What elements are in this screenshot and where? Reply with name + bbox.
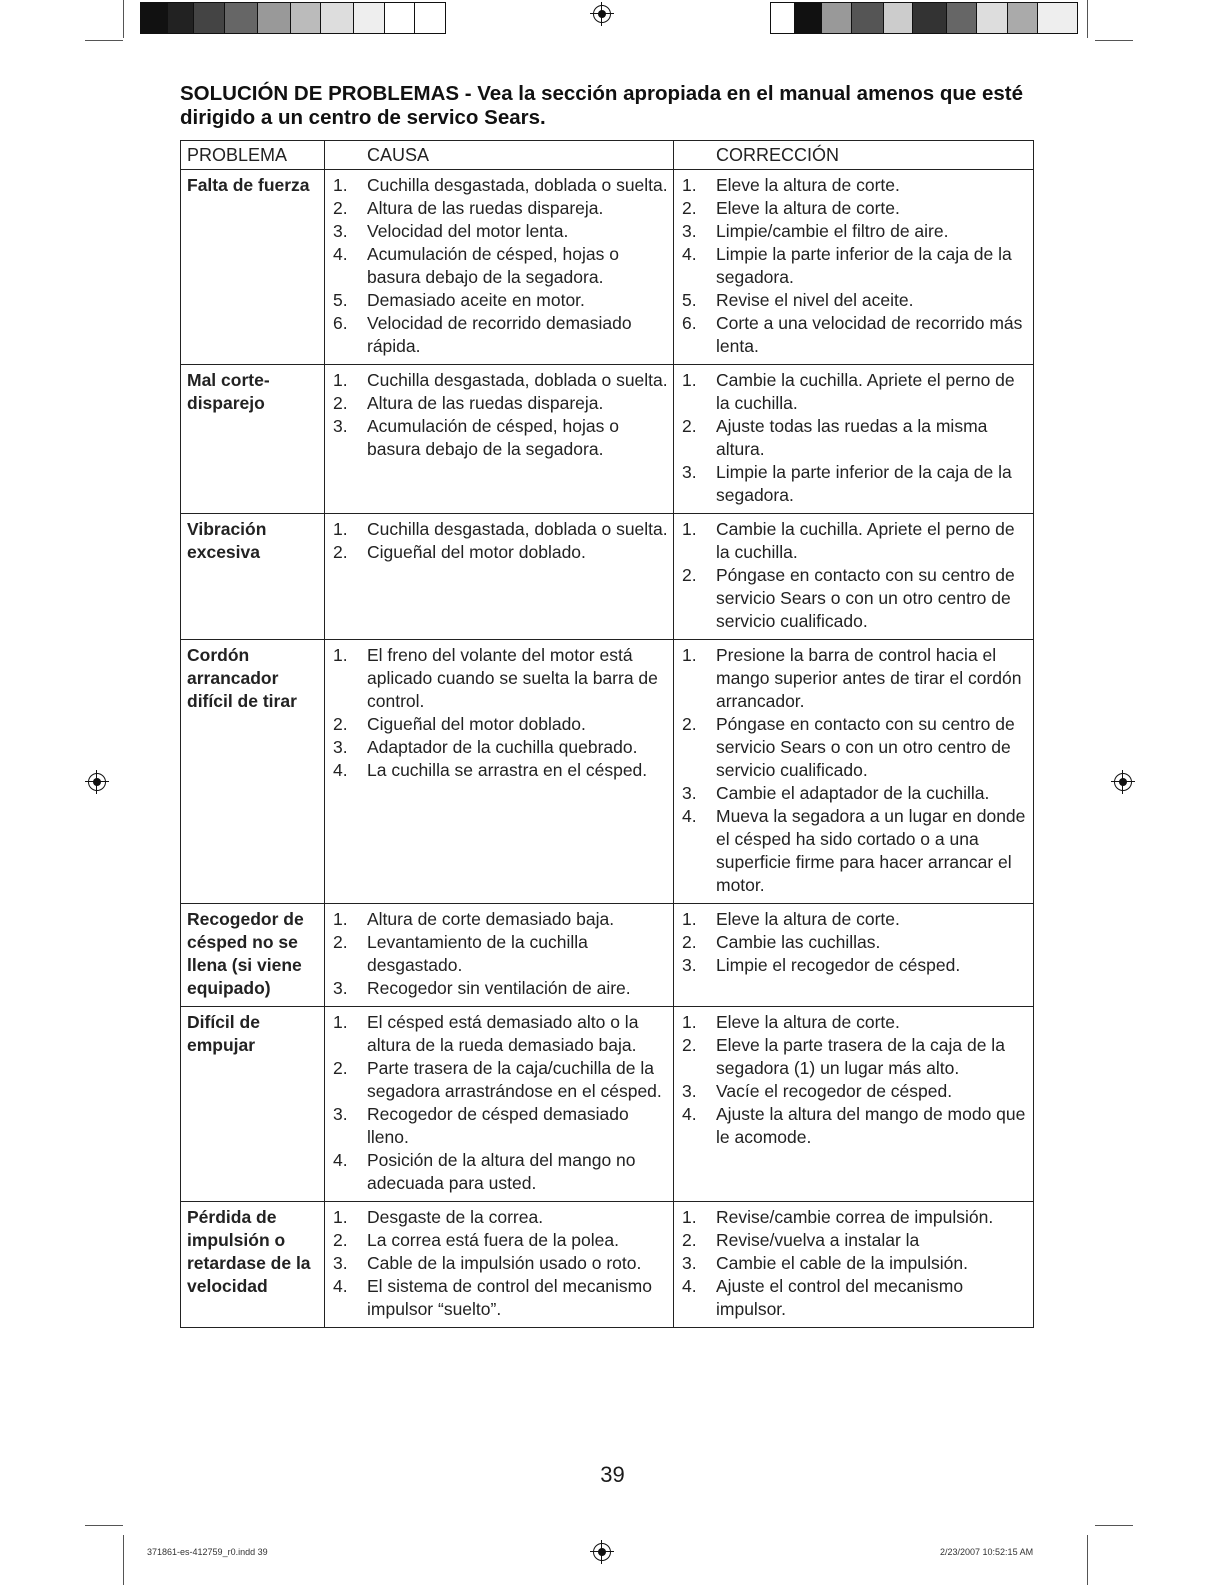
item-text: Limpie la parte inferior de la caja de la segadora. <box>716 462 1012 505</box>
item-number: 2. <box>333 393 348 413</box>
item-text: Cuchilla desgastada, doblada o suelta. <box>367 370 668 390</box>
item-number: 6. <box>333 313 348 333</box>
item-number: 3. <box>333 416 348 436</box>
item-text: Velocidad de recorrido demasiado rápida. <box>367 313 632 356</box>
item-text: El césped está demasiado alto o la altura de la rueda demasiado baja. <box>367 1012 639 1055</box>
item-text: Ajuste la altura del mango de modo que le acomode. <box>716 1104 1026 1147</box>
item-text: Limpie el recogedor de césped. <box>716 955 961 975</box>
cause-cell <box>325 904 674 1007</box>
item-number: 2. <box>682 714 697 734</box>
header-cause: CAUSA <box>325 141 674 170</box>
correction-item <box>682 312 1029 358</box>
item-number: 1. <box>333 370 348 390</box>
cause-item <box>333 312 669 358</box>
item-text: Póngase en contacto con su centro de servicio Sears o con un otro centro de servicio cualificado. <box>716 565 1015 631</box>
cause-cell <box>325 365 674 514</box>
correction-item <box>682 518 1029 564</box>
table-row <box>181 640 1034 904</box>
cause-item <box>333 759 669 782</box>
item-number: 3. <box>682 955 697 975</box>
cause-item <box>333 541 669 564</box>
item-number: 1. <box>333 645 348 665</box>
correction-item <box>682 289 1029 312</box>
item-number: 1. <box>333 1207 348 1227</box>
item-text: Revise el nivel del aceite. <box>716 290 914 310</box>
correction-item <box>682 197 1029 220</box>
item-text: Corte a una velocidad de recorrido más lenta. <box>716 313 1023 356</box>
crop-mark <box>85 1525 123 1526</box>
correction-item <box>682 1034 1029 1080</box>
item-number: 2. <box>333 932 348 952</box>
item-text: Cambie el adaptador de la cuchilla. <box>716 783 990 803</box>
item-text: Cable de la impulsión usado o roto. <box>367 1253 642 1273</box>
item-text: Recogedor de césped demasiado lleno. <box>367 1104 629 1147</box>
item-text: Eleve la altura de corte. <box>716 198 900 218</box>
item-text: La cuchilla se arrastra en el césped. <box>367 760 648 780</box>
item-text: Cambie las cuchillas. <box>716 932 881 952</box>
item-number: 1. <box>682 175 697 195</box>
correction-item <box>682 1229 1029 1252</box>
item-text: Ajuste todas las ruedas a la misma altura. <box>716 416 988 459</box>
item-number: 2. <box>682 1035 697 1055</box>
item-number: 1. <box>333 909 348 929</box>
cause-item <box>333 289 669 312</box>
cause-item <box>333 243 669 289</box>
item-number: 2. <box>333 714 348 734</box>
correction-cell <box>674 904 1034 1007</box>
cause-item <box>333 369 669 392</box>
footer-filename: 371861-es-412759_r0.indd 39 <box>147 1547 268 1557</box>
problem-cell: Falta de fuerza <box>181 170 325 365</box>
item-number: 1. <box>682 1012 697 1032</box>
item-text: Acumulación de césped, hojas o basura debajo de la segadora. <box>367 416 619 459</box>
cause-cell <box>325 640 674 904</box>
item-number: 3. <box>682 1253 697 1273</box>
correction-item <box>682 805 1029 897</box>
cause-item <box>333 392 669 415</box>
page-number: 39 <box>600 1462 625 1487</box>
footer-timestamp: 2/23/2007 10:52:15 AM <box>940 1547 1034 1557</box>
correction-item <box>682 908 1029 931</box>
item-text: Parte trasera de la caja/cuchilla de la segadora arrastrándose en el césped. <box>367 1058 662 1101</box>
table-row <box>181 1007 1034 1202</box>
item-text: Demasiado aceite en motor. <box>367 290 585 310</box>
registration-mark-icon <box>1114 773 1132 791</box>
cause-item <box>333 197 669 220</box>
item-number: 3. <box>682 1081 697 1101</box>
cause-item <box>333 1252 669 1275</box>
item-number: 1. <box>682 645 697 665</box>
problem-cell: Pérdida de impulsión o retardase de la velocidad <box>181 1202 325 1328</box>
problem-cell: Difícil de empujar <box>181 1007 325 1202</box>
registration-mark-icon <box>593 1543 611 1561</box>
item-number: 2. <box>682 565 697 585</box>
item-text: Recogedor sin ventilación de aire. <box>367 978 631 998</box>
item-number: 4. <box>333 1150 348 1170</box>
color-calibration-bar <box>140 2 446 34</box>
cause-item <box>333 736 669 759</box>
correction-item <box>682 1080 1029 1103</box>
item-number: 2. <box>333 542 348 562</box>
item-number: 4. <box>682 1104 697 1124</box>
cause-item <box>333 1149 669 1195</box>
correction-item <box>682 1206 1029 1229</box>
item-text: Eleve la altura de corte. <box>716 909 900 929</box>
cause-item <box>333 415 669 461</box>
crop-mark <box>1095 1525 1133 1526</box>
item-text: Altura de corte demasiado baja. <box>367 909 615 929</box>
header-problem: PROBLEMA <box>181 141 325 170</box>
item-number: 4. <box>333 1276 348 1296</box>
item-number: 2. <box>333 198 348 218</box>
table-row <box>181 904 1034 1007</box>
cause-item <box>333 1229 669 1252</box>
item-text: Ajuste el control del mecanismo impulsor. <box>716 1276 964 1319</box>
item-text: Altura de las ruedas dispareja. <box>367 198 604 218</box>
cause-item <box>333 977 669 1000</box>
table-row <box>181 170 1034 365</box>
color-calibration-bar <box>770 2 1078 34</box>
cause-item <box>333 1057 669 1103</box>
item-number: 4. <box>333 244 348 264</box>
cause-cell <box>325 1007 674 1202</box>
table-row <box>181 514 1034 640</box>
item-text: Cambie la cuchilla. Apriete el perno de la cuchilla. <box>716 519 1015 562</box>
item-text: Póngase en contacto con su centro de servicio Sears o con un otro centro de servicio cualificado. <box>716 714 1015 780</box>
correction-item <box>682 1275 1029 1321</box>
crop-mark <box>1087 1535 1088 1585</box>
cause-item <box>333 908 669 931</box>
item-number: 3. <box>682 221 697 241</box>
correction-item <box>682 174 1029 197</box>
item-text: La correa está fuera de la polea. <box>367 1230 619 1250</box>
cause-item <box>333 174 669 197</box>
item-text: Presione la barra de control hacia el mango superior antes de tirar el cordón arrancador. <box>716 645 1022 711</box>
correction-item <box>682 220 1029 243</box>
item-number: 1. <box>682 519 697 539</box>
item-text: Cambie el cable de la impulsión. <box>716 1253 968 1273</box>
problem-cell: Cordón arrancador difícil de tirar <box>181 640 325 904</box>
item-number: 5. <box>333 290 348 310</box>
correction-item <box>682 461 1029 507</box>
table-header-row <box>181 141 1034 170</box>
correction-cell <box>674 514 1034 640</box>
item-text: Limpie/cambie el filtro de aire. <box>716 221 949 241</box>
item-number: 3. <box>333 1253 348 1273</box>
item-number: 4. <box>682 806 697 826</box>
item-number: 1. <box>333 1012 348 1032</box>
item-text: Altura de las ruedas dispareja. <box>367 393 604 413</box>
item-text: El sistema de control del mecanismo impulsor “suelto”. <box>367 1276 652 1319</box>
table-row <box>181 1202 1034 1328</box>
item-number: 6. <box>682 313 697 333</box>
item-text: Adaptador de la cuchilla quebrado. <box>367 737 638 757</box>
correction-item <box>682 713 1029 782</box>
registration-mark-icon <box>88 773 106 791</box>
page-title: SOLUCIÓN DE PROBLEMAS - Vea la sección apropiada en el manual amenos que esté dirigido a un centro de servico Sears. <box>180 82 1024 129</box>
registration-mark-icon <box>593 5 611 23</box>
correction-item <box>682 243 1029 289</box>
cause-item <box>333 1011 669 1057</box>
item-number: 2. <box>333 1058 348 1078</box>
troubleshooting-table <box>180 140 1034 1328</box>
item-text: Cambie la cuchilla. Apriete el perno de la cuchilla. <box>716 370 1015 413</box>
item-number: 1. <box>682 909 697 929</box>
correction-item <box>682 1252 1029 1275</box>
correction-item <box>682 1011 1029 1034</box>
item-number: 5. <box>682 290 697 310</box>
item-number: 2. <box>682 416 697 436</box>
crop-mark <box>123 0 124 38</box>
crop-mark <box>1087 0 1088 38</box>
item-number: 4. <box>682 1276 697 1296</box>
item-text: Cuchilla desgastada, doblada o suelta. <box>367 519 668 539</box>
correction-item <box>682 931 1029 954</box>
item-text: Revise/vuelva a instalar la <box>716 1230 920 1250</box>
item-number: 4. <box>682 244 697 264</box>
item-text: Mueva la segadora a un lugar en donde el césped ha sido cortado o a una superficie firme para hacer arrancar el motor. <box>716 806 1026 895</box>
item-number: 2. <box>682 1230 697 1250</box>
correction-cell <box>674 170 1034 365</box>
item-number: 1. <box>682 1207 697 1227</box>
problem-cell: Recogedor de césped no se llena (si viene equipado) <box>181 904 325 1007</box>
item-number: 3. <box>333 978 348 998</box>
item-number: 3. <box>682 783 697 803</box>
item-text: Cigueñal del motor doblado. <box>367 714 586 734</box>
item-number: 4. <box>333 760 348 780</box>
item-text: Posición de la altura del mango no adecuada para usted. <box>367 1150 636 1193</box>
correction-item <box>682 564 1029 633</box>
item-text: Eleve la altura de corte. <box>716 1012 900 1032</box>
correction-item <box>682 644 1029 713</box>
item-number: 1. <box>333 175 348 195</box>
item-number: 3. <box>682 462 697 482</box>
cause-cell <box>325 1202 674 1328</box>
cause-cell <box>325 170 674 365</box>
correction-item <box>682 415 1029 461</box>
item-text: Velocidad del motor lenta. <box>367 221 569 241</box>
cause-item <box>333 518 669 541</box>
crop-mark <box>123 1535 124 1585</box>
cause-item <box>333 1103 669 1149</box>
item-number: 1. <box>682 370 697 390</box>
item-text: El freno del volante del motor está aplicado cuando se suelta la barra de control. <box>367 645 658 711</box>
cause-item <box>333 1275 669 1321</box>
item-text: Cuchilla desgastada, doblada o suelta. <box>367 175 668 195</box>
correction-item <box>682 954 1029 977</box>
item-text: Eleve la altura de corte. <box>716 175 900 195</box>
item-number: 2. <box>333 1230 348 1250</box>
cause-item <box>333 1206 669 1229</box>
problem-cell: Mal corte- disparejo <box>181 365 325 514</box>
crop-mark <box>85 40 123 41</box>
item-text: Cigueñal del motor doblado. <box>367 542 586 562</box>
correction-item <box>682 369 1029 415</box>
item-text: Revise/cambie correa de impulsión. <box>716 1207 994 1227</box>
crop-mark <box>1095 40 1133 41</box>
item-text: Limpie la parte inferior de la caja de la segadora. <box>716 244 1012 287</box>
item-text: Desgaste de la correa. <box>367 1207 544 1227</box>
item-number: 2. <box>682 932 697 952</box>
header-correction: CORRECCIÓN <box>674 141 1034 170</box>
item-text: Acumulación de césped, hojas o basura debajo de la segadora. <box>367 244 619 287</box>
correction-cell <box>674 1007 1034 1202</box>
item-number: 3. <box>333 1104 348 1124</box>
table-row <box>181 365 1034 514</box>
cause-cell <box>325 514 674 640</box>
item-text: Levantamiento de la cuchilla desgastado. <box>367 932 588 975</box>
item-number: 3. <box>333 221 348 241</box>
item-text: Vacíe el recogedor de césped. <box>716 1081 953 1101</box>
cause-item <box>333 713 669 736</box>
correction-cell <box>674 640 1034 904</box>
correction-cell <box>674 1202 1034 1328</box>
item-number: 2. <box>682 198 697 218</box>
item-text: Eleve la parte trasera de la caja de la segadora (1) un lugar más alto. <box>716 1035 1005 1078</box>
cause-item <box>333 220 669 243</box>
cause-item <box>333 931 669 977</box>
problem-cell: Vibración excesiva <box>181 514 325 640</box>
correction-item <box>682 782 1029 805</box>
item-number: 1. <box>333 519 348 539</box>
correction-item <box>682 1103 1029 1149</box>
item-number: 3. <box>333 737 348 757</box>
correction-cell <box>674 365 1034 514</box>
cause-item <box>333 644 669 713</box>
